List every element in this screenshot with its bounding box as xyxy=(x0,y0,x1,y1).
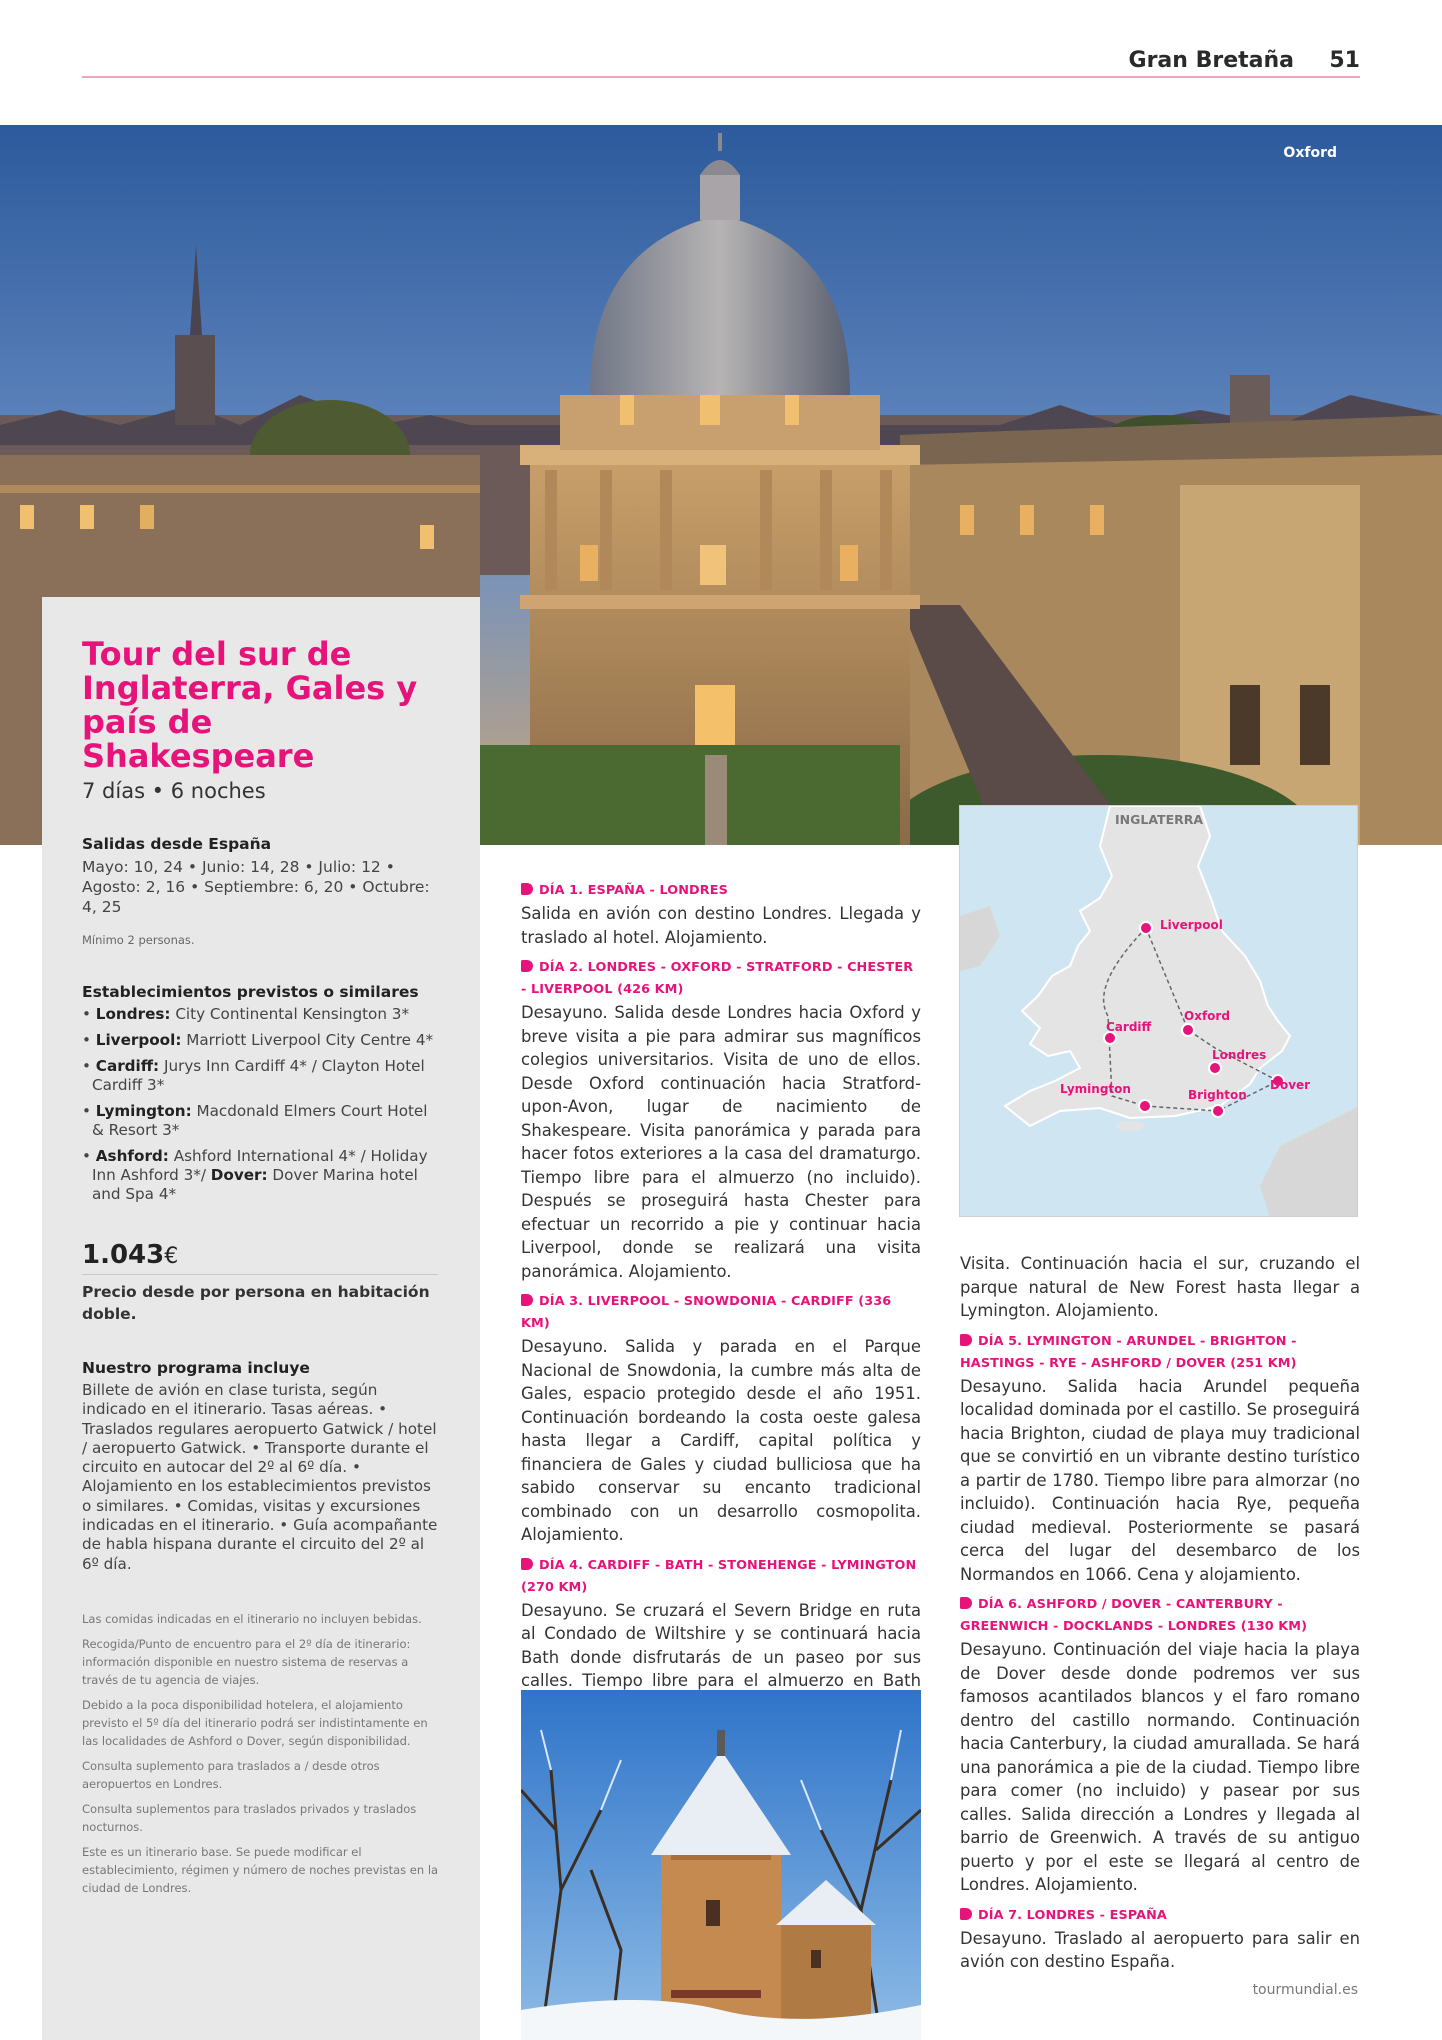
page-header xyxy=(82,44,1360,78)
hotels-list xyxy=(82,1005,440,1204)
list-item: • Londres: City Continental Kensington 3* xyxy=(82,1005,410,1023)
bullet-marker-icon xyxy=(521,883,533,895)
castle-illustration xyxy=(521,1690,921,2040)
note: Las comidas indicadas en el itinerario no incluyen bebidas. xyxy=(82,1611,422,1626)
minimum-people: Mínimo 2 personas. xyxy=(82,933,195,947)
map-illustration xyxy=(960,806,1358,1217)
map-city-dover: Dover xyxy=(1270,1078,1311,1092)
day-heading: DÍA 4. CARDIFF - BATH - STONEHENGE - LYMINGTON (270 KM) xyxy=(521,1557,917,1595)
day-text: Desayuno. Traslado al aeropuerto para salir en avión con destino España. xyxy=(960,1928,1360,1971)
map-city-liverpool: Liverpool xyxy=(1160,918,1223,932)
tour-duration: 7 días • 6 noches xyxy=(82,779,266,803)
day-text-continued: Visita. Continuación hacia el sur, cruzando el parque natural de New Forest hasta llegar a Lymington. Alojamiento. xyxy=(960,1254,1360,1320)
itinerary-column-1 xyxy=(521,880,921,1771)
day-text: Desayuno. Salida y parada en el Parque Nacional de Snowdonia, la cumbre más alta de Gales, espacio protegido desde el año 1951. Continuación bordeando la costa oeste galesa hasta llegar a Cardiff, capital política y financiera de Gales y ciudad bulliciosa que ha sabido conservar su encanto tradicional combinado con un desarrollo cosmopolita. Alojamiento. xyxy=(521,1337,921,1544)
price xyxy=(82,1240,438,1275)
route-map xyxy=(959,805,1358,1217)
salidas-dates: Mayo: 10, 24 • Junio: 14, 28 • Julio: 12 • Agosto: 2, 16 • Septiembre: 6, 20 • Octubre: 4, 25 xyxy=(82,858,430,916)
day-text: Salida en avión con destino Londres. Llegada y traslado al hotel. Alojamiento. xyxy=(521,904,921,947)
map-city-londres: Londres xyxy=(1212,1048,1267,1062)
note: Este es un itinerario base. Se puede modificar el establecimiento, régimen y número de noches previstas en la ciudad de Londres. xyxy=(82,1844,439,1895)
day-text: Desayuno. Salida hacia Arundel pequeña localidad dominada por el castillo. Se proseguirá hacia Brighton, ciudad de playa muy tradicional que se convirtió en un vibrante destino turístico a partir de 1780. Tiempo libre para almorzar (no incluido). Continuación hacia Rye, pequeña ciudad medieval. Posteriormente se pasará cerca del lugar del desembarco de los Normandos en 1066. Cena y alojamiento. xyxy=(960,1376,1360,1584)
note: Debido a la poca disponibilidad hotelera, el alojamiento previsto el 5º día del itinerario podrá ser indistintamente en las localidades de Ashford o Dover, según disponibilidad. xyxy=(82,1697,428,1748)
list-item: • Cardiff: Jurys Inn Cardiff 4* / Clayton Hotel Cardiff 3* xyxy=(82,1057,425,1094)
includes-heading: Nuestro programa incluye xyxy=(82,1359,310,1377)
map-city-brighton: Brighton xyxy=(1188,1088,1247,1102)
day-text: Desayuno. Continuación del viaje hacia la playa de Dover desde donde podremos ver sus famosos acantilados blancos y el faro romano dentro del castillo normando. Continuación hacia Canterbury, la ciudad amurallada. Se hará una panorámica a pie de la ciudad. Tiempo libre para comer (no incluido) y pasear por sus calles. Salida dirección a Londres y llegada al barrio de Greenwich. A través de su antiguo puerto y por el este se llegará al centro de Londres. Alojamiento. xyxy=(960,1640,1360,1894)
day-heading: DÍA 5. LYMINGTON - ARUNDEL - BRIGHTON - HASTINGS - RYE - ASHFORD / DOVER (251 KM) xyxy=(960,1333,1297,1371)
bullet-marker-icon xyxy=(521,1294,533,1306)
bullet-marker-icon xyxy=(960,1334,972,1346)
map-city-oxford: Oxford xyxy=(1184,1009,1230,1023)
page-number: 51 xyxy=(1329,48,1360,73)
list-item: • Liverpool: Marriott Liverpool City Centre 4* xyxy=(82,1031,434,1049)
bullet-marker-icon xyxy=(521,960,533,972)
day-heading: DÍA 1. ESPAÑA - LONDRES xyxy=(521,880,921,902)
itinerary-column-2 xyxy=(960,1252,1360,1982)
footer-website: tourmundial.es xyxy=(1252,1982,1358,1998)
notes xyxy=(82,1610,440,1897)
day-heading: DÍA 2. LONDRES - OXFORD - STRATFORD - CHESTER - LIVERPOOL (426 KM) xyxy=(521,960,914,997)
note: Consulta suplementos para traslados privados y traslados nocturnos. xyxy=(82,1801,417,1834)
map-city-lymington: Lymington xyxy=(1060,1082,1131,1096)
day-heading: DÍA 6. ASHFORD / DOVER - CANTERBURY - GREENWICH - DOCKLANDS - LONDRES (130 KM) xyxy=(960,1597,1308,1634)
day-heading: DÍA 3. LIVERPOOL - SNOWDONIA - CARDIFF (336 KM) xyxy=(521,1294,892,1331)
salidas-heading: Salidas desde España xyxy=(82,835,272,853)
note: Recogida/Punto de encuentro para el 2º día de itinerario: información disponible en nuestro sistema de reservas a través de tu agencia de viajes. xyxy=(82,1636,411,1687)
note: Consulta suplemento para traslados a / desde otros aeropuertos en Londres. xyxy=(82,1758,380,1791)
list-item: • Ashford: Ashford International 4* / Holiday Inn Ashford 3*/ Dover: Dover Marina hotel and Spa 4* xyxy=(82,1147,428,1203)
bullet-marker-icon xyxy=(521,1558,533,1570)
includes-text: Billete de avión en clase turista, según indicado en el itinerario. Tasas aéreas. • Traslados regulares aeropuerto Gatwick / hotel / aeropuerto Gatwick. • Transporte durante el circuito en autocar del 2º al 6º día. • Alojamiento en los establecimientos previstos o similares. • Comidas, visitas y excursiones indicadas en el itinerario. • Guía acompañante de habla hispana durante el circuito del 2º al 6º día. xyxy=(82,1381,438,1573)
day-text: Desayuno. Se cruzará el Severn Bridge en ruta al Condado de Wiltshire y se continuará hacia Bath donde disfrutarás de un paseo por sus calles. Tiempo libre para el almuerzo en Bath xyxy=(521,1600,921,1690)
price-note: Precio desde por persona en habitación doble. xyxy=(82,1283,430,1323)
price-amount: 1.043 xyxy=(82,1240,165,1270)
tour-title: Tour del sur de Inglaterra, Gales y país de Shakespeare xyxy=(82,635,418,775)
photo-caption: Oxford xyxy=(1283,145,1337,161)
bullet-marker-icon xyxy=(960,1908,972,1920)
section-title: Gran Bretaña xyxy=(1128,48,1294,73)
day-text: Desayuno. Salida desde Londres hacia Oxford y breve visita a pie para admirar sus magníficos colegios universitarios. Visita de uno de ellos. Desde Oxford continuación hacia Stratford-upon-Avon, lugar de nacimiento de Shakespeare. Visita panorámica y parada para hacer fotos exteriores a la casa del dramaturgo. Tiempo libre para el almuerzo (no incluido). Después se proseguirá hasta Chester para efectuar un recorrido a pie y continuar hacia Liverpool, donde se realizará una visita panorámica. Alojamiento. xyxy=(521,1003,921,1281)
list-item: • Lymington: Macdonald Elmers Court Hotel & Resort 3* xyxy=(82,1102,428,1139)
hotels-heading: Establecimientos previstos o similares xyxy=(82,983,419,1001)
day-heading: DÍA 7. LONDRES - ESPAÑA xyxy=(960,1905,1360,1927)
bullet-marker-icon xyxy=(960,1597,972,1609)
map-region-label: INGLATERRA xyxy=(1115,812,1204,827)
castle-photo xyxy=(521,1690,921,2040)
map-city-cardiff: Cardiff xyxy=(1106,1020,1152,1034)
price-currency: € xyxy=(164,1244,179,1269)
info-panel xyxy=(42,597,480,2040)
